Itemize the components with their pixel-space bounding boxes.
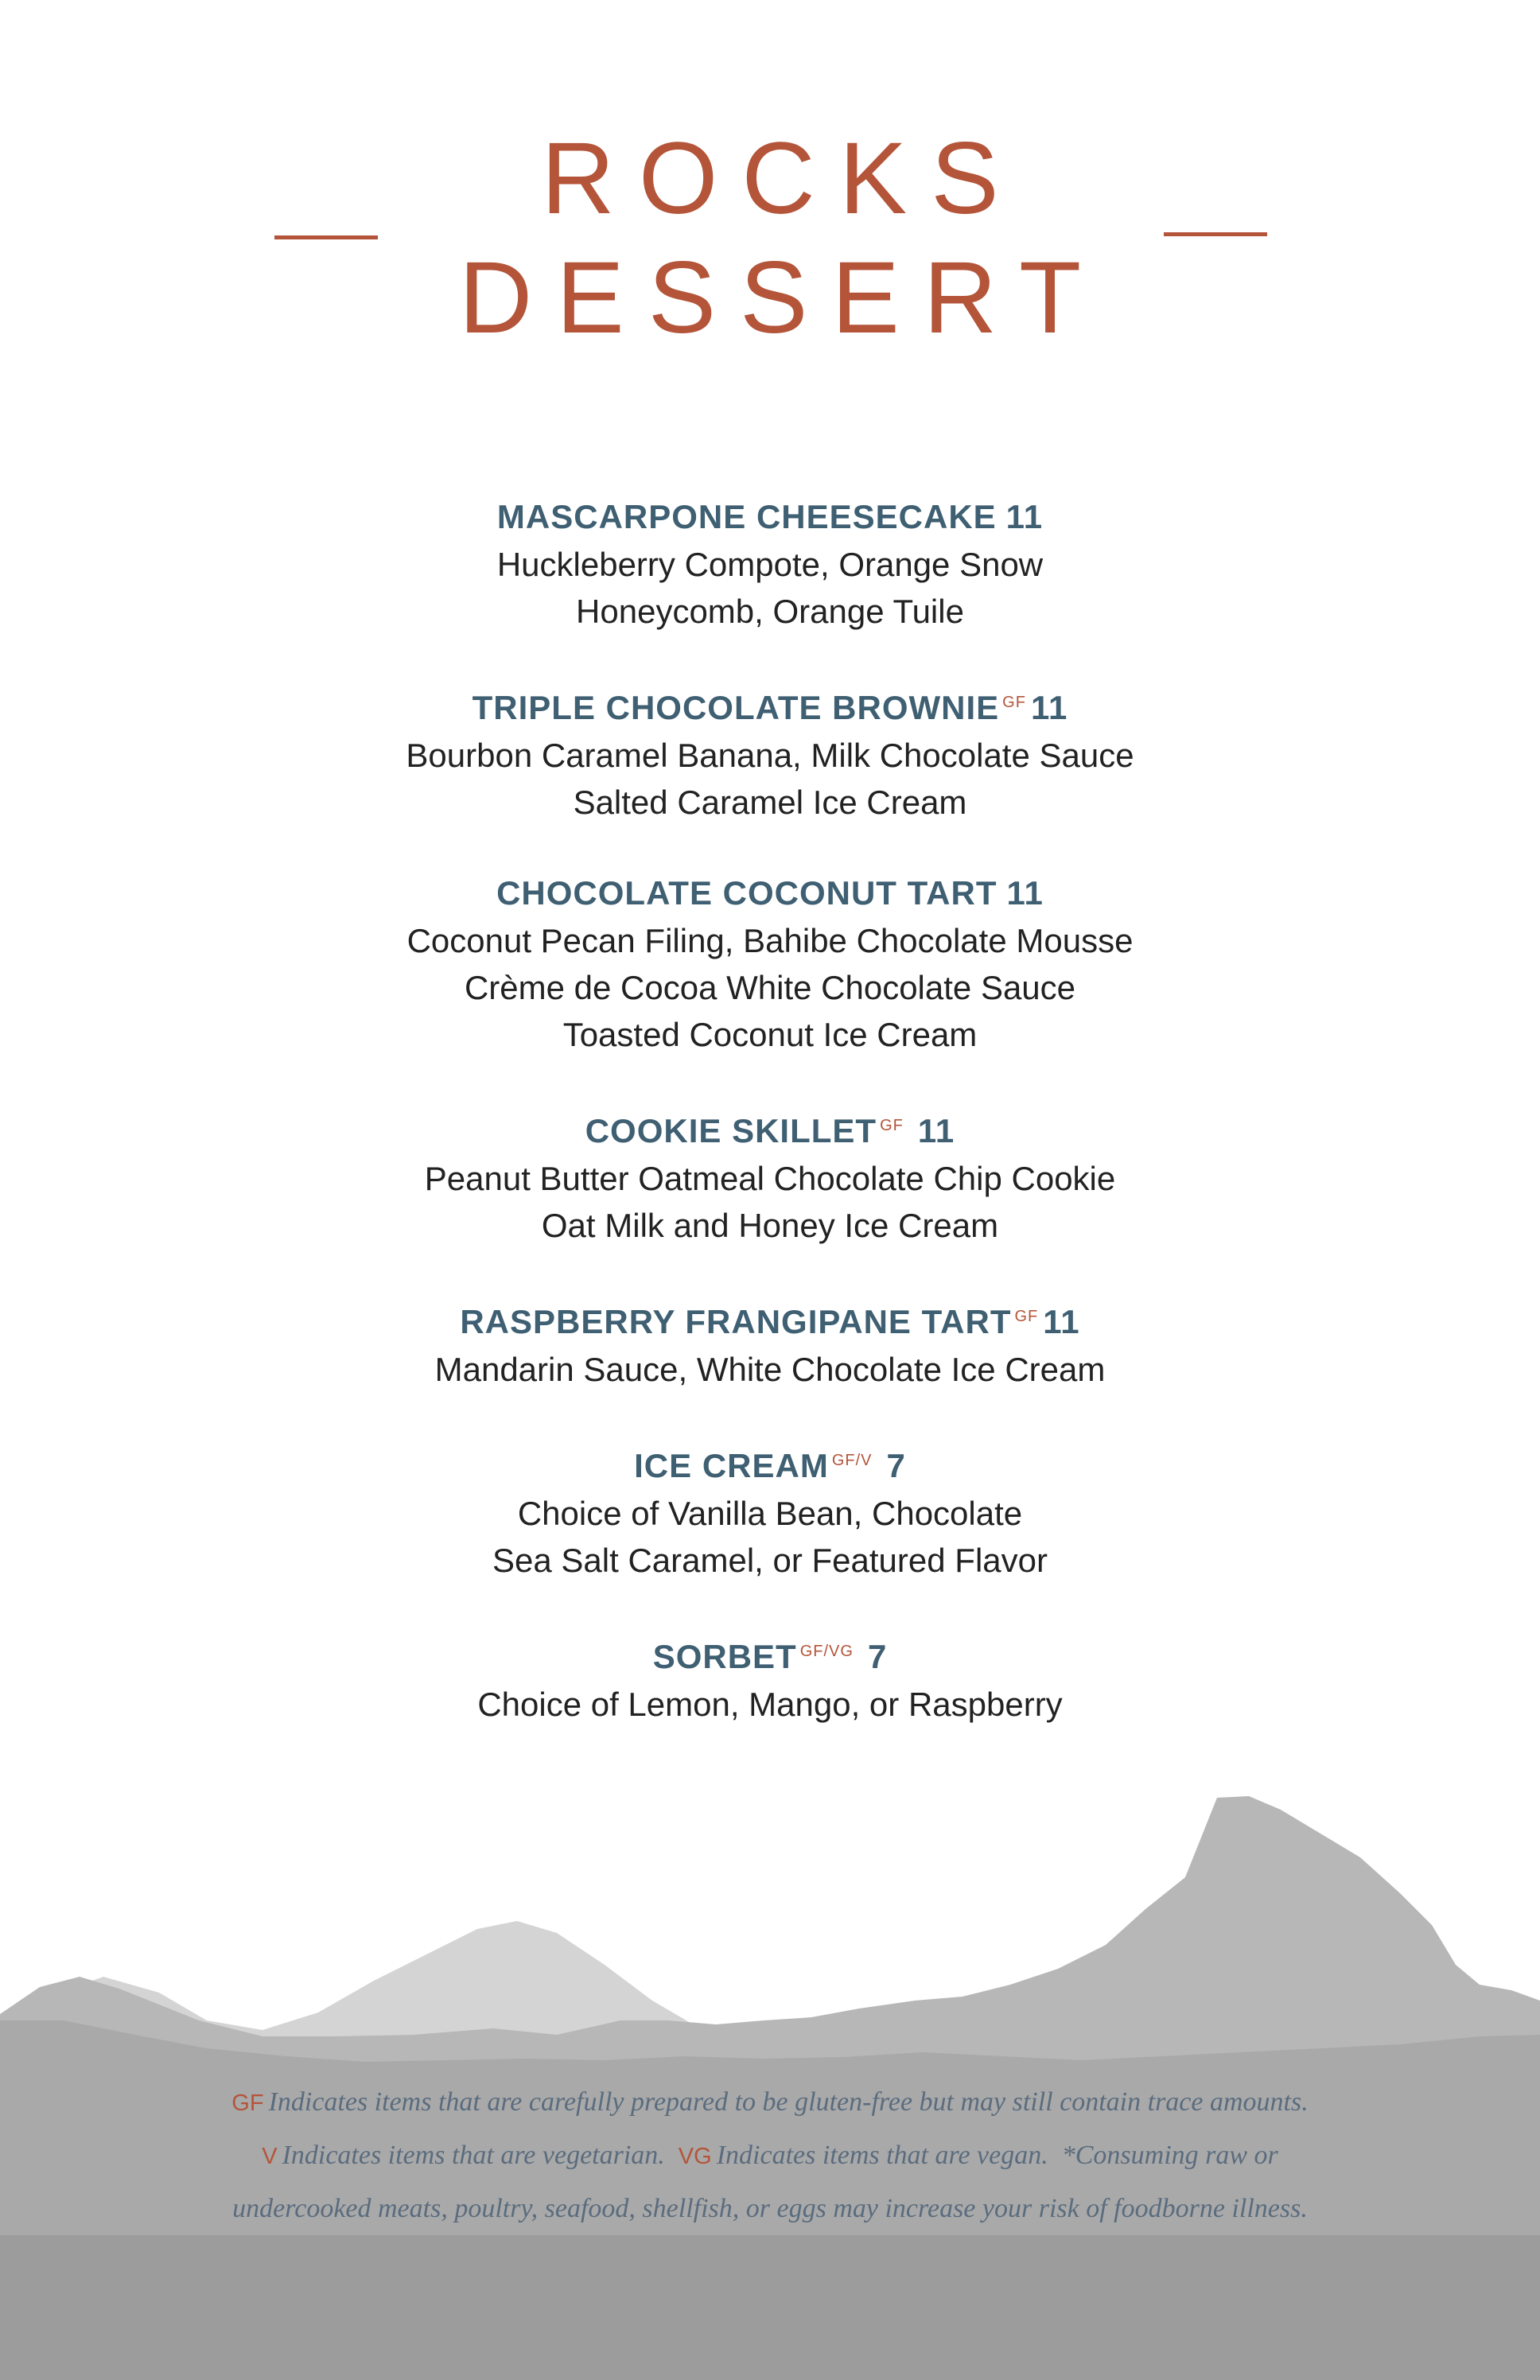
item-price: 7: [867, 1638, 888, 1675]
menu-header: [0, 119, 1540, 358]
dietary-tag: GF: [880, 1117, 904, 1134]
title-rule-right: [1164, 232, 1267, 236]
dietary-tag: GF: [1002, 694, 1026, 711]
menu-item: [0, 1102, 1540, 1249]
item-price: 11: [1043, 1303, 1080, 1340]
item-name: RASPBERRY FRANGIPANE TART: [460, 1303, 1012, 1340]
v-tag: V: [262, 2144, 278, 2169]
footnote-line-1: [111, 2076, 1429, 2129]
item-description: Toasted Coconut Ice Cream: [562, 1016, 978, 1053]
item-title: [0, 493, 1540, 541]
gf-tag: GF: [231, 2090, 264, 2116]
dessert-menu: [0, 493, 1540, 1771]
item-name: COOKIE SKILLET: [585, 1112, 877, 1149]
menu-item: [0, 1628, 1540, 1728]
vg-text: Indicates items that are vegan.: [716, 2141, 1048, 2170]
item-description: Sea Salt Caramel, or Featured Flavor: [492, 1542, 1048, 1579]
title-rule-left: [274, 235, 378, 239]
menu-item: [0, 1437, 1540, 1584]
title-rocks: ROCKS: [541, 122, 1023, 235]
item-title: [0, 869, 1540, 917]
title-dessert: DESSERT: [458, 241, 1106, 355]
item-description: Oat Milk and Honey Ice Cream: [541, 1207, 999, 1244]
item-name: ICE CREAM: [634, 1447, 829, 1484]
item-description: Salted Caramel Ice Cream: [573, 784, 967, 821]
item-title: [0, 1437, 1540, 1490]
dietary-footnote: [111, 2076, 1429, 2235]
item-description: Coconut Pecan Filing, Bahibe Chocolate Mousse: [406, 922, 1134, 959]
item-name: MASCARPONE CHEESECAKE: [496, 498, 997, 535]
menu-item: [0, 493, 1540, 635]
item-name: CHOCOLATE COCONUT TART: [496, 874, 998, 912]
menu-item: [0, 1293, 1540, 1393]
item-name: SORBET: [652, 1638, 797, 1675]
item-price: 11: [1006, 874, 1044, 912]
item-name: TRIPLE CHOCOLATE BROWNIE: [472, 689, 1000, 726]
footnote-line-2: [111, 2129, 1429, 2183]
dietary-tag: GF/VG: [799, 1643, 854, 1660]
dietary-tag: GF: [1014, 1308, 1039, 1325]
item-description: Crème de Cocoa White Chocolate Sauce: [464, 969, 1076, 1006]
item-description: Choice of Lemon, Mango, or Raspberry: [477, 1686, 1063, 1723]
footnote-line-3: undercooked meats, poultry, seafood, shellfish, or eggs may increase your risk of foodborne illness.: [232, 2194, 1308, 2223]
menu-item: [0, 679, 1540, 826]
menu-item: [0, 869, 1540, 1058]
dietary-tag: GF/V: [831, 1452, 873, 1469]
item-title: [0, 1293, 1540, 1346]
item-description: Peanut Butter Oatmeal Chocolate Chip Cookie: [424, 1160, 1116, 1197]
v-text: Indicates items that are vegetarian.: [282, 2141, 665, 2170]
raw-warning-start: *Consuming raw or: [1061, 2141, 1278, 2170]
item-description: Bourbon Caramel Banana, Milk Chocolate Sauce: [406, 737, 1134, 774]
item-price: 11: [917, 1112, 955, 1149]
item-title: [0, 1102, 1540, 1155]
item-price: 11: [1030, 689, 1068, 726]
mountain-base-layer: [0, 2235, 1540, 2380]
item-description: Huckleberry Compote, Orange Snow: [496, 546, 1044, 583]
item-price: 7: [886, 1447, 906, 1484]
gf-text: Indicates items that are carefully prepared to be gluten-free but may still contain trace amounts.: [268, 2087, 1309, 2117]
item-title: [0, 1628, 1540, 1681]
item-description: Choice of Vanilla Bean, Chocolate: [517, 1495, 1023, 1532]
item-title: [0, 679, 1540, 732]
item-description: Honeycomb, Orange Tuile: [576, 593, 964, 630]
item-description: Mandarin Sauce, White Chocolate Ice Cream: [434, 1351, 1106, 1388]
item-price: 11: [1005, 498, 1044, 535]
vg-tag: VG: [678, 2144, 712, 2169]
